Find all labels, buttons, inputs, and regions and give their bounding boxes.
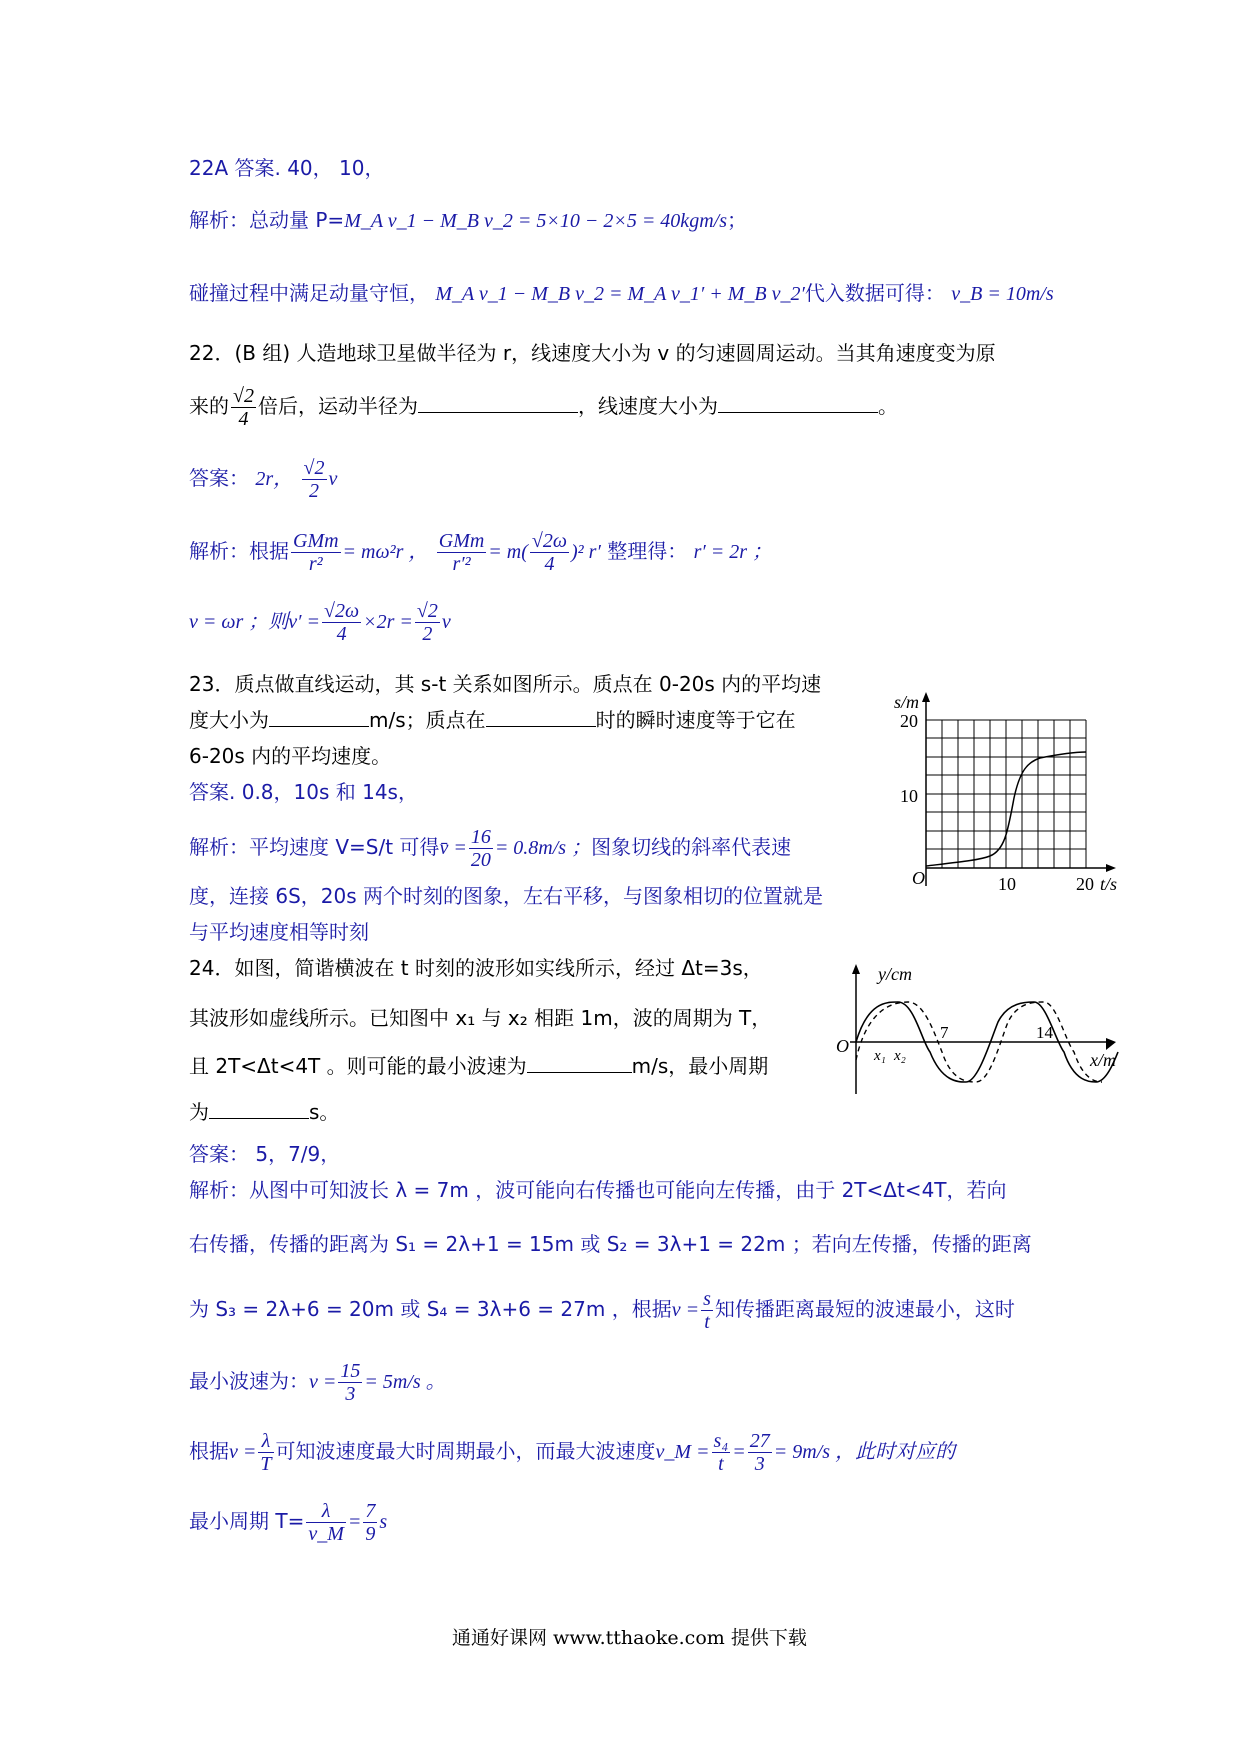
q24-line3-pre: 且 2T<Δt<4T 。则可能的最小波速为 [189, 1054, 527, 1078]
fraction-denominator: 4 [238, 408, 249, 430]
q22b-eq2-inner-fraction [530, 530, 569, 575]
q24-an3-v: v = [671, 1299, 700, 1321]
q22b-question-line2 [189, 385, 898, 430]
q24-an5-vm: v_M = [655, 1441, 710, 1463]
q23-answer: 答案. 0.8，10s 和 14s， [189, 780, 418, 804]
q24-line4-end: s。 [309, 1100, 340, 1124]
fraction-numerator: √2ω [531, 530, 568, 552]
fraction-denominator: t [704, 1311, 710, 1333]
q24-analysis-line5 [189, 1430, 955, 1475]
q22a-analysis-label: 解析：总动量 P= [189, 208, 345, 232]
fraction-numerator: √2ω [324, 600, 360, 622]
q23-question-line2 [189, 708, 796, 732]
st-graph-grid [926, 720, 1086, 868]
q23-analysis-pre: 解析：平均速度 V=S/t 可得 [189, 835, 440, 859]
q24-an5-fraction1 [258, 1430, 273, 1475]
fraction-denominator: t [718, 1453, 724, 1475]
q24-analysis-line6 [189, 1500, 387, 1545]
q24-an4-pre: 最小波速为： [189, 1369, 309, 1393]
q22a-collision-label: 碰撞过程中满足动量守恒， [189, 281, 429, 305]
st-graph-x-label: t/s [1100, 874, 1118, 894]
q22a-analysis-end: ； [726, 208, 747, 232]
q22a-answer: 22A 答案. 40， 10， [189, 156, 385, 180]
q24-an3-fraction [701, 1288, 713, 1333]
wave-graph-x2-label: x₂ [894, 1048, 906, 1064]
q24-question-line1: 24．如图，简谐横波在 t 时刻的波形如实线所示，经过 Δt=3s， [189, 956, 763, 980]
q24-an6-pre: 最小周期 T= [189, 1509, 305, 1533]
q22b-answer [189, 457, 337, 502]
fraction-numerator: GMm [293, 530, 339, 552]
fraction-numerator: 7 [365, 1500, 376, 1522]
fraction-denominator: 2 [309, 480, 319, 502]
q23-question-line1: 23．质点做直线运动，其 s-t 关系如图所示。质点在 0-20s 内的平均速 [189, 672, 822, 696]
q22b-eq1-rhs: = mω²r ， [342, 541, 429, 563]
q24-question-line4 [189, 1100, 339, 1124]
wave-graph-origin: O [836, 1036, 849, 1056]
q22a-collision-result: v_B = 10m/s [951, 283, 1054, 305]
fraction-denominator: 4 [336, 623, 347, 645]
q24-an5-eq: = [732, 1441, 746, 1463]
q22b-v-fraction1 [322, 600, 361, 645]
q22b-eq2-rhs-pre: = m( [488, 541, 528, 563]
answer-blank [718, 411, 878, 413]
q22b-eq1-fraction [291, 530, 341, 575]
fraction-numerator: √2 [233, 385, 254, 407]
q22b-sort-result: r′ = 2r ； [693, 541, 772, 563]
q24-an5-fraction2 [712, 1430, 731, 1475]
fraction-numerator: s₄ [713, 1430, 729, 1452]
arrow-right-icon [1106, 1038, 1116, 1050]
q22b-v-line-pre: v = ωr ；则 [189, 611, 289, 633]
q24-an5-fraction3 [748, 1430, 772, 1475]
fraction-denominator: v_M [308, 1523, 344, 1545]
fraction-numerator: √2 [416, 600, 438, 622]
q24-an5-mid: 可知波速度最大时周期最小，而最大波速度 [275, 1439, 656, 1463]
q24-answer: 答案： 5，7/9， [189, 1142, 341, 1166]
fraction-denominator: 4 [544, 553, 555, 575]
q24-question-line2: 其波形如虚线所示。已知图中 x₁ 与 x₂ 相距 1m，波的周期为 T， [189, 1006, 772, 1030]
q22b-answer-v-fraction [302, 457, 327, 502]
q24-an6-s: s [379, 1511, 388, 1533]
answer-blank [486, 725, 596, 727]
st-graph-x-tick-10: 10 [998, 874, 1016, 894]
q24-line3-end: m/s，最小周期 [631, 1054, 769, 1078]
q22b-line2-mid: 倍后，运动半径为 [257, 394, 418, 418]
q24-line4-pre: 为 [189, 1100, 209, 1124]
q22b-analysis-label: 解析：根据 [189, 539, 289, 563]
q24-analysis-line4 [189, 1360, 446, 1405]
q23-line2-end: 时的瞬时速度等于它在 [595, 708, 796, 732]
q22b-sort-label: 整理得： [607, 539, 688, 563]
fraction-numerator: 15 [340, 1360, 361, 1382]
q22a-analysis-expr: M_A v_1 − M_B v_2 = 5×10 − 2×5 = 40kgm/s [344, 210, 727, 232]
q22a-collision-expr: M_A v_1 − M_B v_2 = M_A v_1′ + M_B v_2′ [435, 283, 805, 305]
wave-graph-x-label: x/m [1090, 1050, 1116, 1070]
st-graph-y-label: s/m [894, 692, 920, 712]
q23-analysis-line3: 与平均速度相等时刻 [189, 920, 369, 944]
q24-analysis-line2: 右传播，传播的距离为 S₁ = 2λ+1 = 15m 或 S₂ = 3λ+1 = 22m ；若向左传播，传播的距离 [189, 1232, 1032, 1256]
fraction-numerator: √2 [303, 457, 325, 479]
q23-analysis-fraction [469, 826, 493, 871]
q24-an5-pre: 根据 [189, 1439, 229, 1463]
q22b-answer-v-suffix: v [328, 468, 338, 490]
q22a-analysis [189, 208, 747, 233]
fraction-numerator: 27 [749, 1430, 770, 1452]
q23-analysis-res: = 0.8m/s ； [494, 837, 592, 859]
arrow-up-icon [922, 692, 930, 702]
q22b-v-fraction2 [415, 600, 440, 645]
q24-an6-eq: = [347, 1511, 362, 1533]
q22b-ratio-fraction [231, 385, 256, 430]
q24-an6-fraction1 [306, 1500, 346, 1545]
q23-question-line3: 6-20s 内的平均速度。 [189, 744, 392, 768]
answer-blank [269, 725, 369, 727]
fraction-denominator: 3 [345, 1383, 356, 1405]
q23-analysis-v: v̄ = [439, 837, 467, 859]
wave-graph-tick-14: 14 [1036, 1023, 1053, 1042]
wave-graph-tick-7: 7 [940, 1023, 949, 1042]
q24-analysis-line1: 解析：从图中可知波长 λ = 7m ，波可能向右传播也可能向左传播，由于 2T<Δt<4T，若向 [189, 1178, 1007, 1202]
q23-analysis-line1 [189, 826, 791, 871]
q23-analysis-post: 图象切线的斜率代表速 [591, 835, 792, 859]
fraction-numerator: 16 [470, 826, 491, 848]
st-graph-y-tick-20: 20 [900, 711, 918, 731]
fraction-denominator: 2 [422, 623, 433, 645]
q24-analysis-line3 [189, 1288, 1015, 1333]
wave-graph [830, 960, 1130, 1100]
q22a-collision [189, 281, 1054, 306]
q24-an4-v: v = [309, 1371, 337, 1393]
q23-line2-pre: 度大小为 [189, 708, 269, 732]
q23-analysis-line2: 度，连接 6S，20s 两个时刻的图象，左右平移，与图象相切的位置就是 [189, 884, 824, 908]
q24-an3-post: 知传播距离最短的波速最小，这时 [714, 1297, 1015, 1321]
q24-an4-res: = 5m/s 。 [364, 1371, 446, 1393]
st-graph [880, 680, 1130, 900]
q24-an5-v: v = [229, 1441, 257, 1463]
page-footer: 通通好课网 www.tthaoke.com 提供下载 [452, 1627, 807, 1649]
fraction-numerator: λ [306, 1500, 346, 1523]
q22b-question-line1: 22．(B 组) 人造地球卫星做半径为 r，线速度大小为 v 的匀速圆周运动。当其角速度变为原 [189, 341, 996, 365]
q22b-eq2-fraction [437, 530, 487, 575]
fraction-denominator: r′² [452, 553, 471, 575]
q24-an6-fraction2 [363, 1500, 377, 1545]
fraction-numerator: s [703, 1288, 711, 1310]
q22b-velocity-line [189, 600, 451, 645]
fraction-numerator: GMm [438, 530, 485, 552]
st-graph-origin: O [912, 868, 925, 888]
answer-blank [527, 1071, 632, 1073]
q22b-analysis [189, 530, 772, 575]
answer-blank [418, 411, 578, 413]
fraction-numerator: λ [258, 1430, 273, 1453]
q24-an5-res: = 9m/s ，此时对应的 [773, 1441, 956, 1463]
q22b-v-mid: ×2r = [363, 611, 413, 633]
fraction-denominator: T [260, 1453, 272, 1475]
q23-line2-mid: m/s；质点在 [369, 708, 486, 732]
arrow-right-icon [1106, 864, 1116, 872]
st-graph-y-tick-10: 10 [900, 786, 918, 806]
q22b-v-end: v [441, 611, 451, 633]
wave-graph-y-label: y/cm [878, 964, 912, 984]
q22b-answer-label: 答案： [189, 466, 249, 490]
q24-question-line3 [189, 1054, 768, 1078]
q22a-collision-mid: 代入数据可得： [804, 281, 945, 305]
q22b-line2-mid2: ，线速度大小为 [577, 394, 718, 418]
q24-an3-pre: 为 S₃ = 2λ+6 = 20m 或 S₄ = 3λ+6 = 27m ，根据 [189, 1297, 672, 1321]
fraction-denominator: 3 [754, 1453, 765, 1475]
q22b-line2-end: 。 [877, 394, 898, 418]
fraction-denominator: 20 [470, 849, 491, 871]
fraction-denominator: r² [308, 553, 323, 575]
q22b-answer-r: 2r， [255, 468, 294, 490]
st-graph-x-tick-20: 20 [1076, 874, 1094, 894]
arrow-up-icon [852, 964, 860, 974]
q24-an4-fraction [338, 1360, 362, 1405]
q22b-eq2-rhs-post: )² r′ [571, 541, 601, 563]
fraction-denominator: 9 [365, 1523, 376, 1545]
answer-blank [209, 1117, 309, 1119]
q22b-line2-pre: 来的 [189, 394, 229, 418]
wave-graph-x1-label: x₁ [874, 1048, 886, 1064]
q22b-v-line-eq: v′ = [288, 611, 321, 633]
